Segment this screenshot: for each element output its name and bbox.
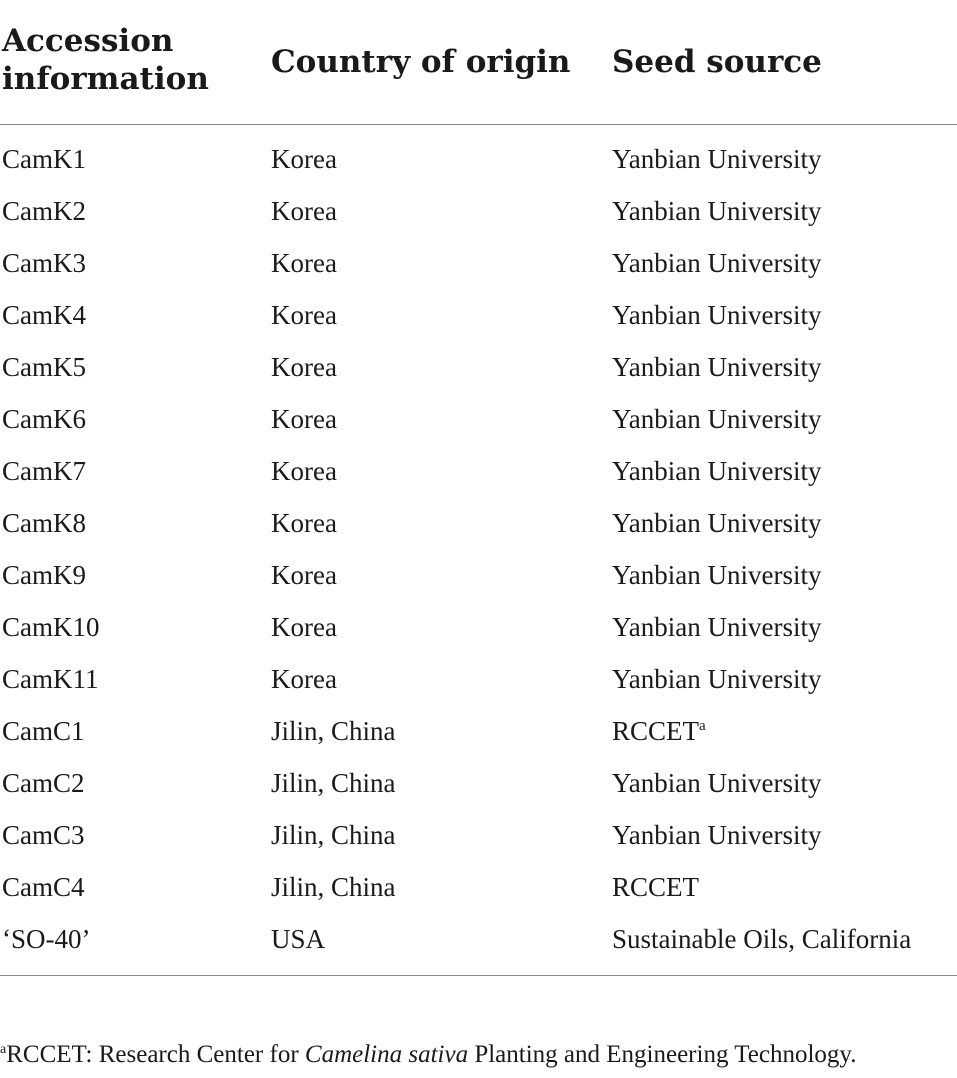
footnote-ref-marker: a bbox=[699, 718, 706, 734]
cell-accession: CamK6 bbox=[2, 404, 86, 434]
cell-country: Korea bbox=[271, 456, 337, 486]
header-accession-information bbox=[2, 22, 242, 98]
cell-accession: CamC3 bbox=[2, 820, 85, 850]
cell-country: Korea bbox=[271, 508, 337, 538]
cell-accession: CamK2 bbox=[2, 196, 86, 226]
seed-source-text: Yanbian University bbox=[612, 820, 822, 850]
cell-country: Jilin, China bbox=[271, 716, 396, 746]
header-seed-source: Seed source bbox=[612, 44, 822, 80]
cell-country: Korea bbox=[271, 664, 337, 694]
cell-country: Korea bbox=[271, 560, 337, 590]
table-row bbox=[0, 237, 957, 289]
seed-source-text: Yanbian University bbox=[612, 144, 822, 174]
cell-country: Korea bbox=[271, 404, 337, 434]
seed-source-text: RCCET bbox=[612, 716, 700, 746]
cell-seed-source bbox=[612, 195, 822, 227]
table-row bbox=[0, 445, 957, 497]
table-row bbox=[0, 653, 957, 705]
cell-accession: CamK11 bbox=[2, 664, 99, 694]
table-row bbox=[0, 133, 957, 185]
cell-accession: CamK8 bbox=[2, 508, 86, 538]
cell-accession: CamK1 bbox=[2, 144, 86, 174]
cell-accession: CamC1 bbox=[2, 716, 85, 746]
cell-country: Jilin, China bbox=[271, 820, 396, 850]
table-row bbox=[0, 289, 957, 341]
footnote-species-name: Camelina sativa bbox=[304, 1041, 469, 1068]
footnote-text-after: Planting and Engineering Technology. bbox=[468, 1041, 857, 1068]
cell-country: Korea bbox=[271, 352, 337, 382]
seed-source-text: Yanbian University bbox=[612, 560, 822, 590]
cell-accession: CamK10 bbox=[2, 612, 100, 642]
seed-source-text: Yanbian University bbox=[612, 664, 822, 694]
cell-seed-source bbox=[612, 767, 822, 799]
cell-accession: CamK5 bbox=[2, 352, 86, 382]
table-row bbox=[0, 549, 957, 601]
table-row bbox=[0, 757, 957, 809]
cell-seed-source bbox=[612, 923, 911, 955]
table-row bbox=[0, 705, 957, 757]
cell-seed-source bbox=[612, 299, 822, 331]
cell-seed-source bbox=[612, 143, 822, 175]
footnote-marker: a bbox=[0, 1042, 7, 1057]
header-accession-line1: Accession bbox=[2, 23, 174, 59]
table-row bbox=[0, 341, 957, 393]
table-footnote bbox=[0, 1040, 857, 1070]
cell-seed-source bbox=[612, 455, 822, 487]
cell-seed-source bbox=[612, 247, 822, 279]
table-row bbox=[0, 185, 957, 237]
cell-country: Korea bbox=[271, 612, 337, 642]
cell-seed-source bbox=[612, 611, 822, 643]
cell-accession: CamK4 bbox=[2, 300, 86, 330]
seed-source-text: Yanbian University bbox=[612, 456, 822, 486]
table-row bbox=[0, 393, 957, 445]
cell-country: Korea bbox=[271, 196, 337, 226]
seed-source-text: Yanbian University bbox=[612, 352, 822, 382]
cell-accession: ‘SO-40’ bbox=[2, 924, 91, 954]
seed-source-text: Yanbian University bbox=[612, 196, 822, 226]
table-row bbox=[0, 497, 957, 549]
seed-source-text: Yanbian University bbox=[612, 248, 822, 278]
seed-source-text: Yanbian University bbox=[612, 612, 822, 642]
cell-seed-source bbox=[612, 715, 706, 747]
cell-accession: CamK3 bbox=[2, 248, 86, 278]
table-body bbox=[0, 125, 957, 965]
cell-seed-source bbox=[612, 507, 822, 539]
table-row bbox=[0, 601, 957, 653]
table-bottom-rule bbox=[0, 975, 957, 976]
table-row bbox=[0, 861, 957, 913]
seed-source-text: Yanbian University bbox=[612, 300, 822, 330]
cell-seed-source bbox=[612, 871, 699, 903]
cell-accession: CamK9 bbox=[2, 560, 86, 590]
cell-country: Korea bbox=[271, 248, 337, 278]
seed-source-text: Yanbian University bbox=[612, 404, 822, 434]
footnote-text-before: RCCET: Research Center for bbox=[6, 1041, 305, 1068]
seed-source-text: Yanbian University bbox=[612, 508, 822, 538]
seed-source-text: RCCET bbox=[612, 872, 700, 902]
cell-seed-source bbox=[612, 351, 822, 383]
cell-country: Jilin, China bbox=[271, 768, 396, 798]
table-row bbox=[0, 913, 957, 965]
table-row bbox=[0, 809, 957, 861]
table-header bbox=[0, 0, 957, 125]
cell-country: Korea bbox=[271, 144, 337, 174]
cell-country: Jilin, China bbox=[271, 872, 396, 902]
cell-seed-source bbox=[612, 819, 822, 851]
cell-accession: CamK7 bbox=[2, 456, 86, 486]
seed-source-text: Sustainable Oils, California bbox=[612, 924, 912, 954]
cell-accession: CamC2 bbox=[2, 768, 85, 798]
header-accession-line2: information bbox=[2, 61, 209, 97]
cell-accession: CamC4 bbox=[2, 872, 85, 902]
cell-seed-source bbox=[612, 403, 822, 435]
cell-country: Korea bbox=[271, 300, 337, 330]
cell-seed-source bbox=[612, 663, 822, 695]
cell-seed-source bbox=[612, 559, 822, 591]
cell-country: USA bbox=[271, 924, 326, 954]
seed-source-text: Yanbian University bbox=[612, 768, 822, 798]
header-country-of-origin: Country of origin bbox=[271, 44, 571, 80]
